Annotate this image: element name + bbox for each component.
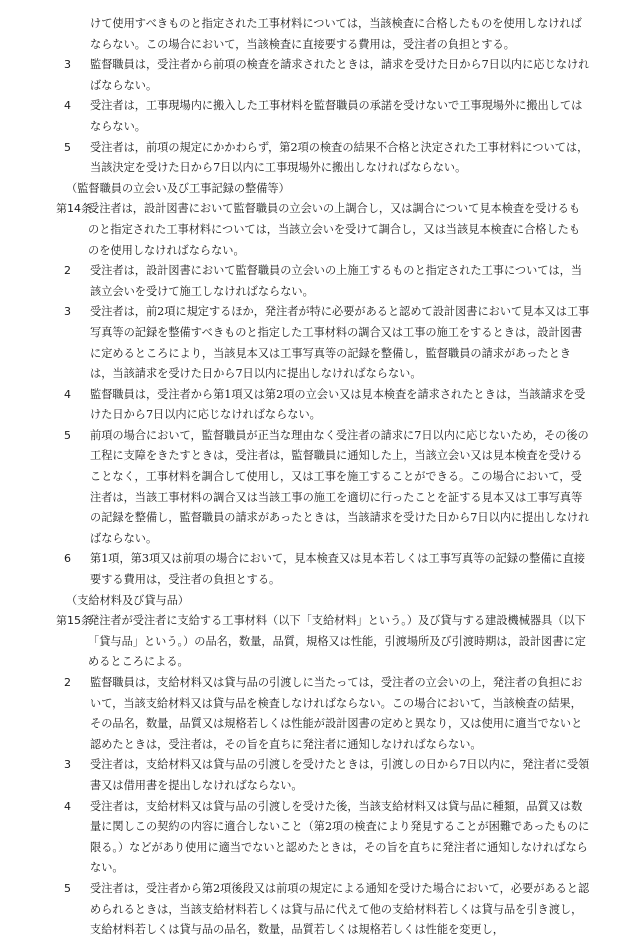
paragraph-text: 発注者が受注者に支給する工事材料（以下「支給材料」という。）及び貸与する建設機械器具（以下「貸与品」という。）の品名，数量，品質，規格又は性能，引渡場所及び引渡時期は，設計図書に定めるところによる。 [88,614,586,669]
paragraph-number: 3 [64,758,71,772]
article-paragraph [56,611,590,673]
numbered-paragraph [64,673,590,755]
paragraph-text: 受注者は，支給材料又は貸与品の引渡しを受けた後，当該支給材料又は貸与品に種類，品質又は数量に関しこの契約の内容に適合しないこと（第2項の検査により発見することが困難であったものに限る。）などがあり使用に適当でないと認めたときは，その旨を直ちに発注者に通知しなければならない。 [90,799,590,875]
numbered-paragraph [64,879,590,941]
article-paragraph [56,199,590,261]
paragraph-text: 受注者は，工事現場内に搬入した工事材料を監督職員の承諾を受けないで工事現場外に搬出してはならない。 [90,99,583,133]
numbered-paragraph [64,138,590,179]
paragraph-text: 受注者は，受注者から第2項後段又は前項の規定による通知を受けた場合において，必要があると認められるときは，当該支給材料若しくは貸与品に代えて他の支給材料若しくは貸与品を引き渡し，支給材料若しくは貸与品の品名，数量，品質若しくは規格若しくは性能を変更し， [90,881,590,937]
paragraph-number: 4 [64,799,71,813]
paragraph-text: 受注者は，設計図書において監督職員の立会いの上施工するものと指定された工事については，当該立会いを受けて施工しなければならない。 [90,264,583,298]
article-number: 第14条 [56,202,92,216]
paragraph-number: 4 [64,99,71,113]
numbered-paragraph [64,385,590,426]
continued-paragraph [64,14,590,55]
numbered-paragraph [64,549,590,590]
numbered-paragraph [64,797,590,879]
numbered-paragraph [64,261,590,302]
numbered-paragraph [64,755,590,796]
paragraph-text: 受注者は，前項の規定にかかわらず，第2項の検査の結果不合格と決定された工事材料については，当該決定を受けた日から7日以内に工事現場外に搬出しなければならない。 [90,140,589,175]
paragraph-number: 4 [64,387,71,401]
section-heading: （監督職員の立会い及び工事記録の整備等） [66,181,290,195]
paragraph-text: 監督職員は，支給材料又は貸与品の引渡しに当たっては，受注者の立会いの上，発注者の負担において，当該支給材料又は貸与品を検査しなければならない。この場合において，当該検査の結果，その品名，数量，品質又は規格若しくは性能が設計図書の定めと異なり，又は使用に適当でないと認めたときは，受注者は，その旨を直ちに発注者に通知しなければならない。 [90,676,583,751]
paragraph-text: けて使用すべきものと指定された工事材料については，当該検査に合格したものを使用しなければならない。この場合において，当該検査に直接要する費用は，受注者の負担とする。 [90,17,582,51]
paragraph-text: 受注者は，前2項に規定するほか，発注者が特に必要があると認めて設計図書において見本又は工事写真等の記録を整備すべきものと指定した工事材料の調合又は工事の施工をするときは，設計図書に定めるところにより，当該見本又は工事写真等の記録を整備し，監督職員の請求があったときは，当該請求を受けた日から7日以内に提出しなければならない。 [90,305,590,381]
paragraph-text: 監督職員は，受注者から前項の検査を請求されたときは，請求を受けた日から7日以内に応じなければならない。 [90,58,590,92]
paragraph-number: 3 [64,305,71,319]
paragraph-number: 3 [64,58,71,72]
paragraph-text: 受注者は，支給材料又は貸与品の引渡しを受けたときは，引渡しの日から7日以内に，発注者に受領書又は借用書を提出しなければならない。 [90,758,590,792]
paragraph-number: 5 [64,428,71,442]
numbered-paragraph [64,426,590,550]
paragraph-number: 6 [64,552,71,566]
paragraph-number: 5 [64,140,71,154]
paragraph-number: 5 [64,881,71,895]
numbered-paragraph [64,55,590,96]
paragraph-number: 2 [64,264,71,278]
numbered-paragraph [64,96,590,137]
paragraph-text: 前項の場合において，監督職員が正当な理由なく受注者の請求に7日以内に応じないため，その後の工程に支障をきたすときは，受注者は，監督職員に通知した上，当該立会い又は見本検査を受けることなく，工事材料を調合して使用し，又は工事を施工することができる。この場合において，受注者は，当該工事材料の調合又は当該工事の施工を適切に行ったことを証する見本又は工事写真等の記録を整備し，監督職員の請求があったときは，当該請求を受けた日から7日以内に提出しなければならない。 [90,428,590,545]
document-body [56,14,590,941]
paragraph-number: 2 [64,676,71,689]
paragraph-number [64,14,82,55]
paragraph-text: 監督職員は，受注者から第1項又は第2項の立会い又は見本検査を請求されたときは，当該請求を受けた日から7日以内に応じなければならない。 [90,387,586,422]
paragraph-text: 受注者は，設計図書において監督職員の立会いの上調合し，又は調合について見本検査を受けるものと指定された工事材料については，当該立会いを受けて調合し，又は当該見本検査に合格したものを使用しなければならない。 [88,202,581,257]
section-heading: （支給材料及び貸与品） [66,593,190,607]
paragraph-text: 第1項，第3項又は前項の場合において，見本検査又は見本若しくは工事写真等の記録の整備に直接要する費用は，受注者の負担とする。 [90,552,586,587]
article-number: 第15条 [56,614,92,628]
numbered-paragraph [64,302,590,384]
